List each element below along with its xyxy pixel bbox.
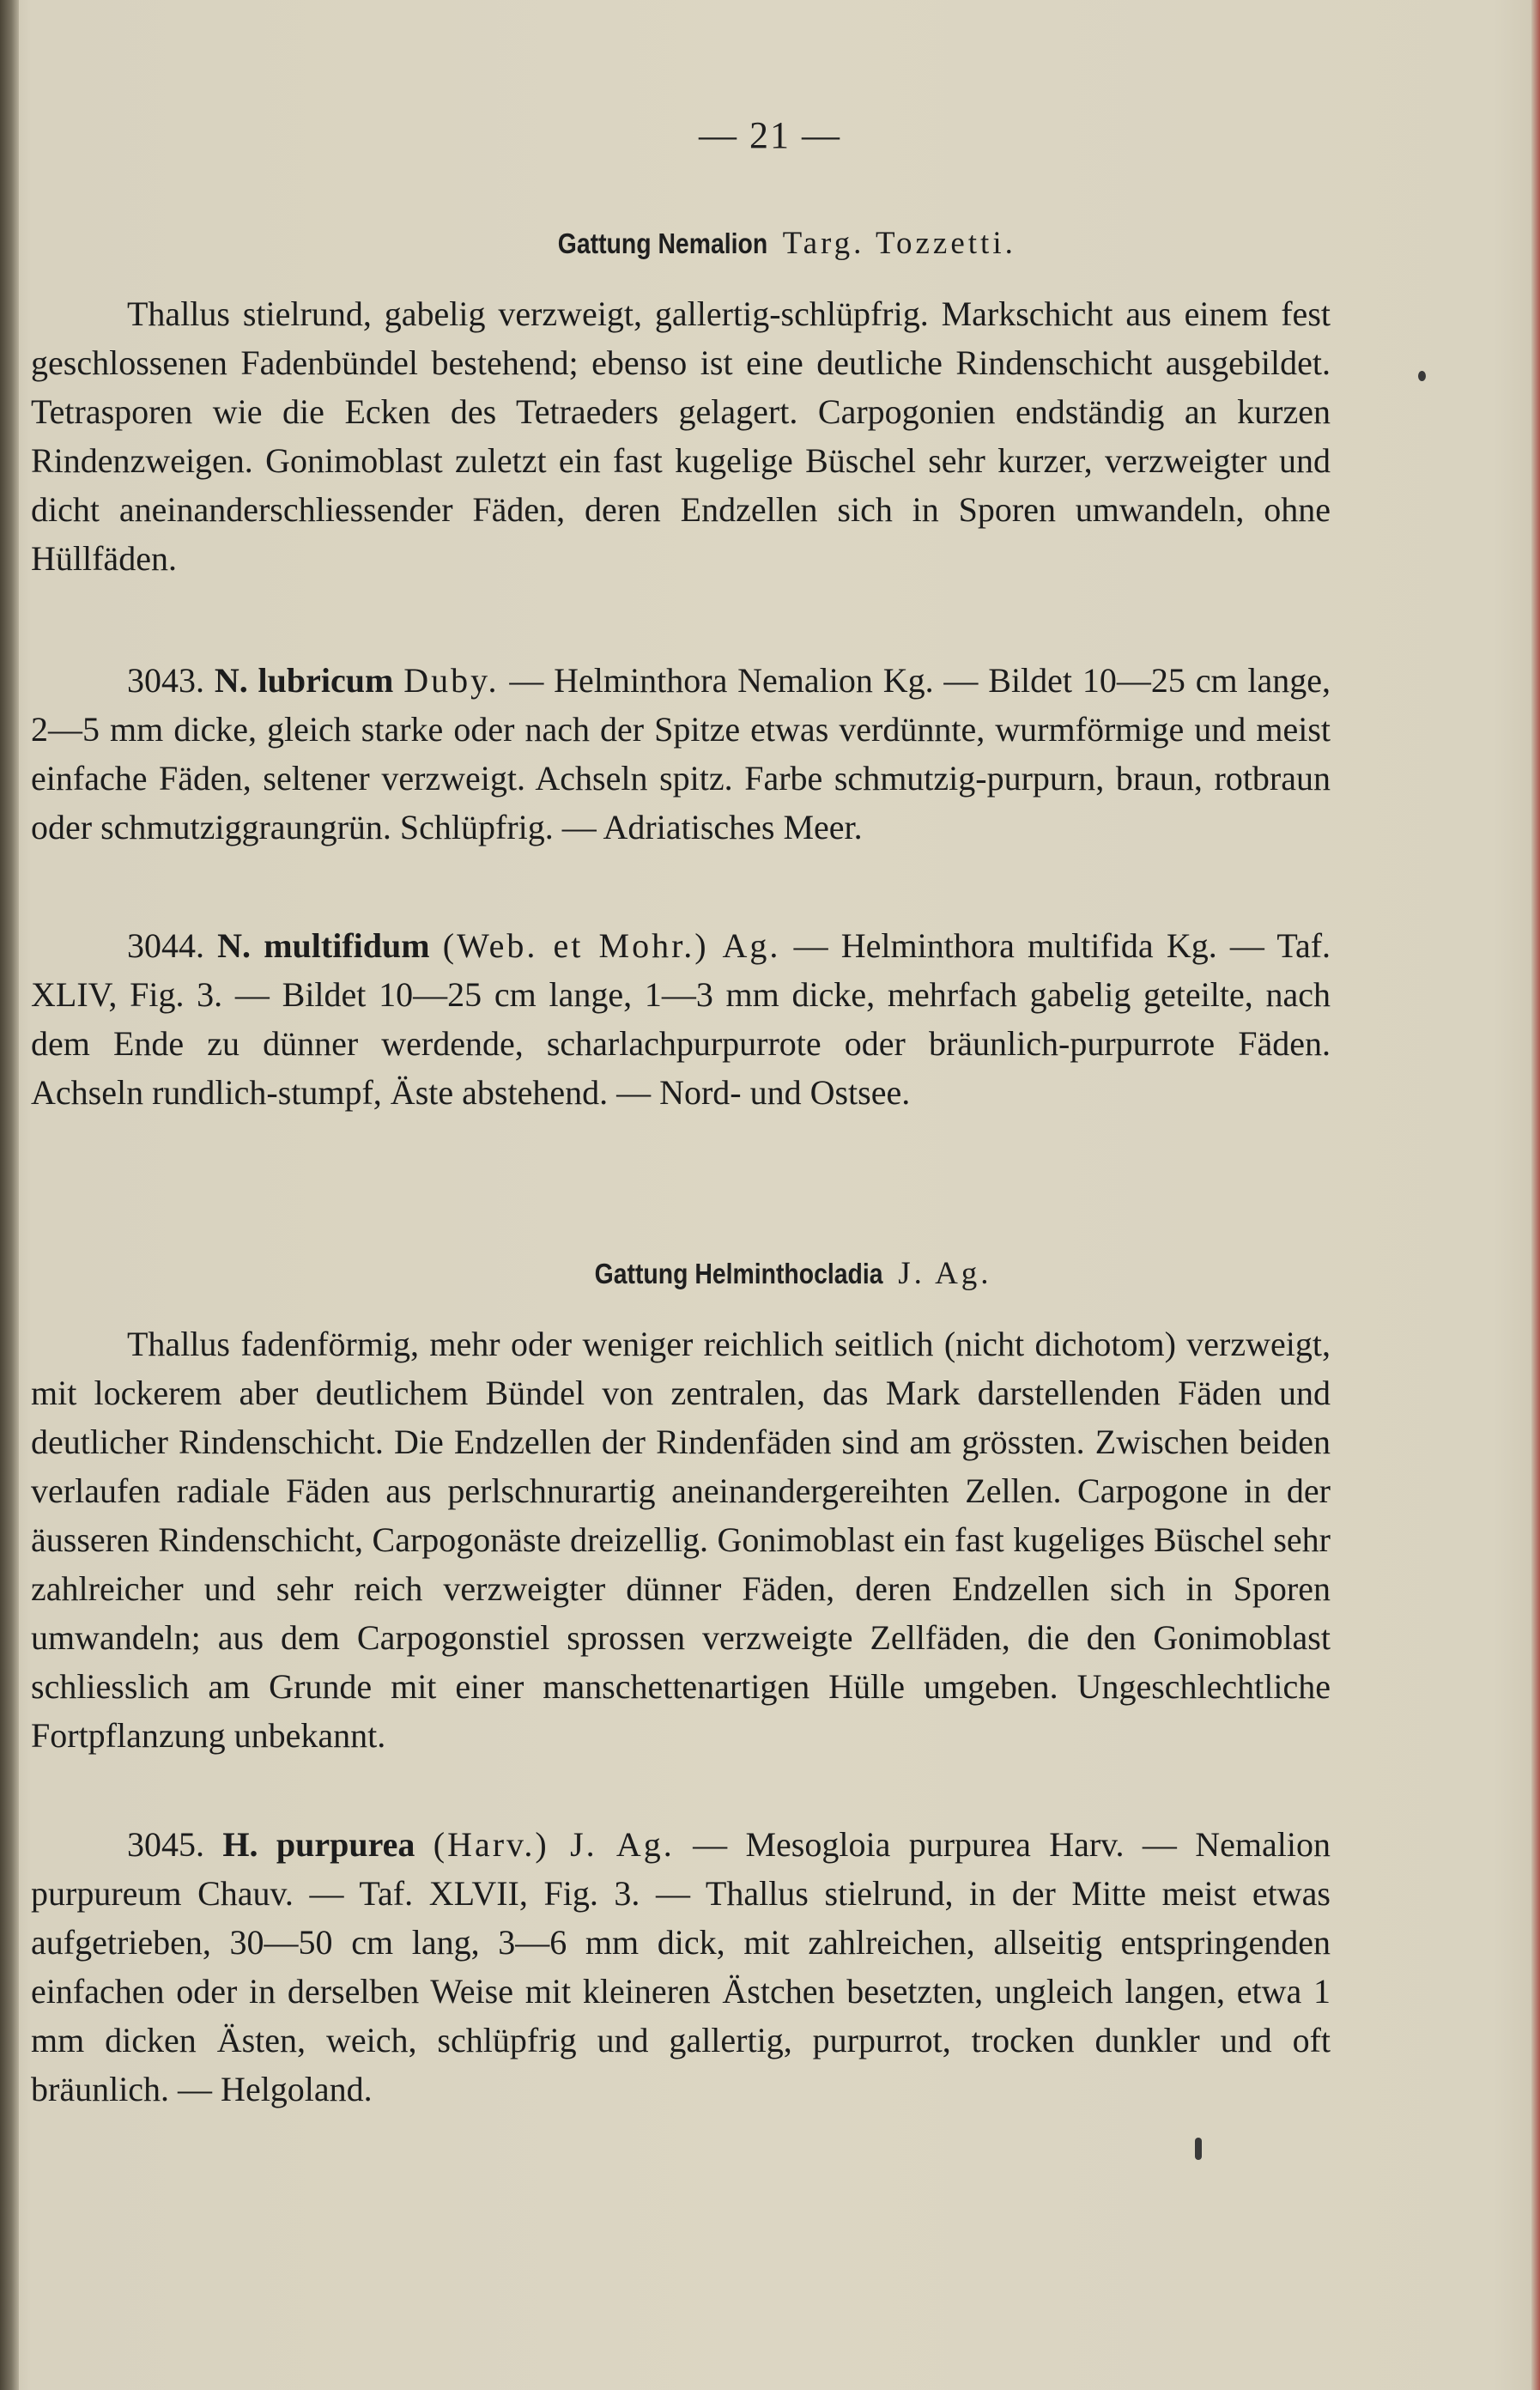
entry-number: 3045. [127, 1825, 204, 1864]
genus-authority: Targ. Tozzetti. [782, 226, 1016, 261]
species-authority: Duby. [403, 661, 500, 700]
genus-description-helminthocladia: Thallus fadenförmig, mehr oder weniger reichlich seitlich (nicht dichotom) verzweigt, mit lockerem aber deutlichem Bündel von zentralen, das Mark darstellenden Fäden und deutlicher Rindenschicht. Die Endzellen der Rindenfäden sind am grössten. Zwischen beiden verlaufen radiale Fäden aus perlschnurartig aneinandergereihten Zellen. Carpogone in der äusseren Rindenschicht, Carpogonäste dreizellig. Gonimoblast ein fast kugeliges Büschel sehr zahlreicher und sehr reich verzweigter dünner Fäden, deren Endzellen sich in Sporen umwandeln; aus dem Carpogonstiel sprossen verzweigte Zellfäden, die den Gonimoblast schliesslich am Grunde mit einer manschettenartigen Hülle umgeben. Ungeschlechtliche Fortpflanzung unbekannt. [31, 1325, 1331, 1755]
species-name: H. purpurea [222, 1825, 415, 1864]
species-entry-3044 [31, 921, 1331, 1117]
genus-name: Gattung Helminthocladia [595, 1258, 883, 1289]
entry-number: 3043. [127, 661, 204, 700]
genus-heading-helminthocladia [0, 1255, 1540, 1292]
species-name: N. multifidum [217, 926, 430, 965]
species-entry-3045 [31, 1820, 1331, 2114]
book-spine-shadow [0, 0, 19, 2390]
page-number: — 21 — [699, 114, 841, 156]
species-description: — Mesogloia purpurea Harv. — Nemalion purpureum Chauv. — Taf. XLVII, Fig. 3. — Thallus stielrund, in der Mitte meist etwas aufgetrieben, 30—50 cm lang, 3—6 mm dick, mit zahlreichen, allseitig entspringenden einfachen oder in derselben Weise mit kleineren Ästchen besetzten, ungleich langen, etwa 1 mm dicken Ästen, weich, schlüpfrig und gallertig, purpurrot, trocken dunkler und oft bräunlich. — Helgoland. [31, 1825, 1331, 2108]
species-description: — Helminthora multifida Kg. — Taf. XLIV, Fig. 3. — Bildet 10—25 cm lange, 1—3 mm dicke, mehrfach gabelig geteilte, nach dem Ende zu dünner werdende, scharlachpurpurrote oder bräunlich-purpurrote Fäden. Achseln rundlich-stumpf, Äste abstehend. — Nord- und Ostsee. [31, 926, 1331, 1112]
genus-name: Gattung Nemalion [557, 227, 768, 259]
entry-number: 3044. [127, 926, 204, 965]
ink-speck [1195, 2138, 1202, 2160]
genus-description-nemalion: Thallus stielrund, gabelig verzweigt, gallertig-schlüpfrig. Markschicht aus einem fest geschlossenen Fadenbündel bestehend; ebenso ist eine deutliche Rindenschicht ausgebildet. Tetrasporen wie die Ecken des Tetraeders gelagert. Carpogonien endständig an kurzen Rindenzweigen. Gonimoblast zuletzt ein fast kugelige Büschel sehr kurzer, verzweigter und dicht aneinanderschliessender Fäden, deren Endzellen sich in Sporen umwandeln, ohne Hüllfäden. [31, 294, 1331, 578]
species-entry-3043 [31, 656, 1331, 852]
species-authority: (Harv.) J. Ag. [433, 1825, 675, 1864]
genus-authority: J. Ag. [898, 1256, 992, 1291]
species-authority: (Web. et Mohr.) Ag. [442, 926, 781, 965]
species-name: N. lubricum [214, 661, 394, 700]
genus-heading-nemalion [0, 225, 1540, 262]
species-description: — Helminthora Nemalion Kg. — Bildet 10—25 cm lange, 2—5 mm dicke, gleich starke oder nach der Spitze etwas verdünnte, wurmförmige und meist einfache Fäden, seltener verzweigt. Achseln spitz. Farbe schmutzig-purpurn, braun, rotbraun oder schmutziggraungrün. Schlüpfrig. — Adriatisches Meer. [31, 661, 1331, 846]
ink-speck [1418, 371, 1426, 381]
page-edge [1531, 0, 1540, 2390]
